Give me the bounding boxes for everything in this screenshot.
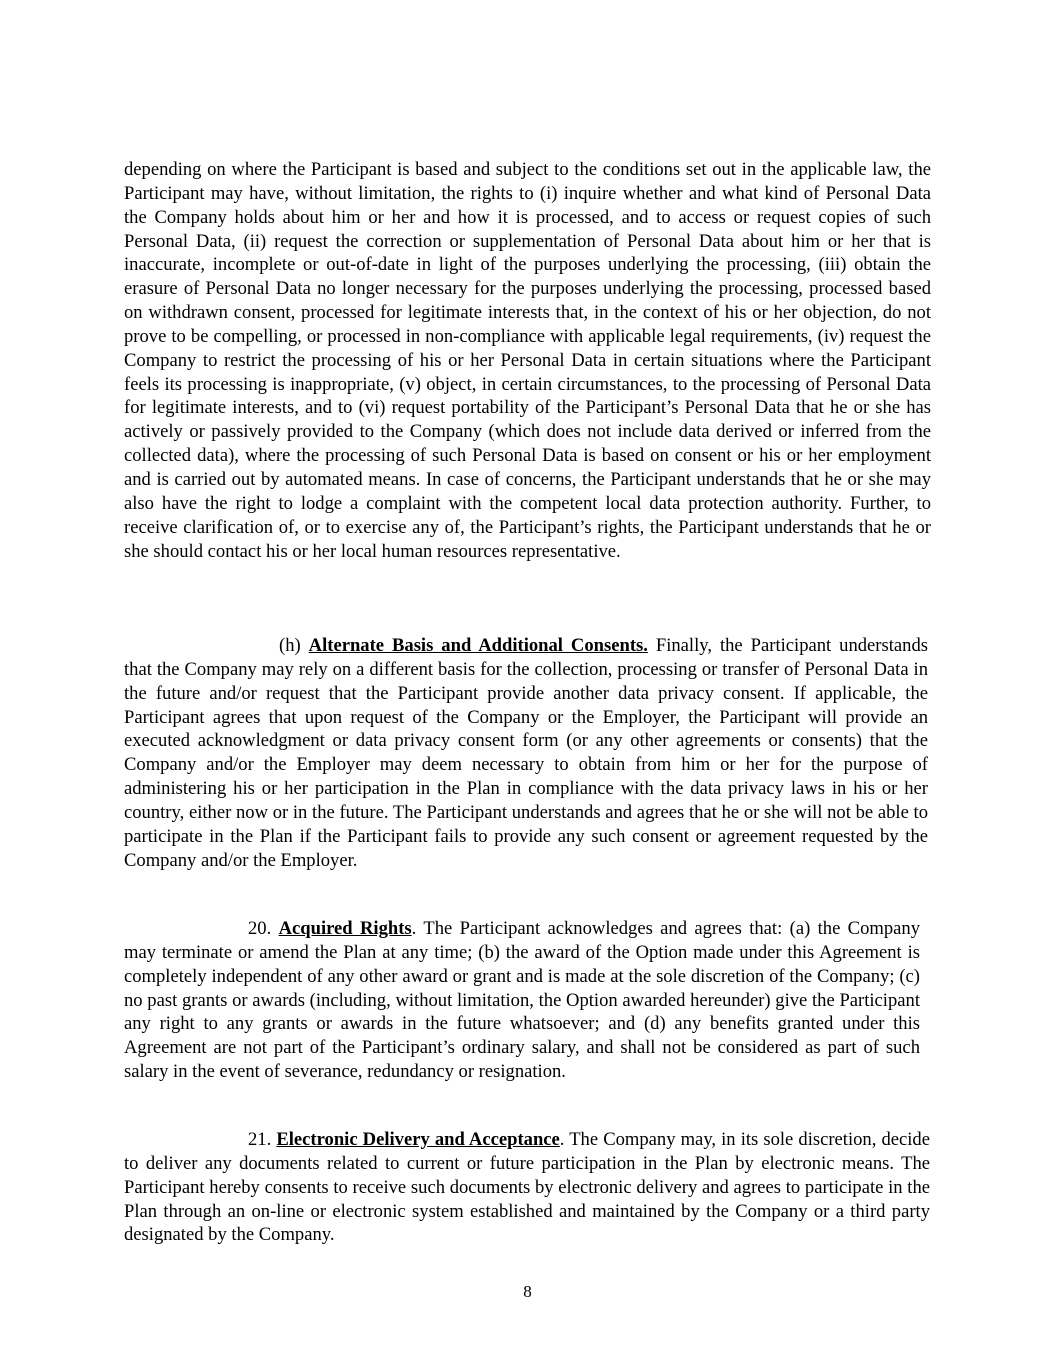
paragraph-text: depending on where the Participant is based and subject to the conditions set out in the applicable law, the Participant may have, without limitation, the rights to (i) inquire whether and what kind of Personal Data the Company holds about him or her and how it is processed, and to access or request copies of such Personal Data, (ii) request the correction or supplementation of Personal Data about him or her that is inaccurate, incomplete or out-of-date in light of the purposes underlying the processing, (iii) obtain the erasure of Personal Data no longer necessary for the purposes underlying the processing, processed based on withdrawn consent, processed for legitimate interests that, in the context of his or her objection, do not prove to be compelling, or processed in non-compliance with applicable legal requirements, (iv) request the Company to restrict the processing of his or her Personal Data in certain situations where the Participant feels its processing is inappropriate, (v) object, in certain circumstances, to the processing of Personal Data for legitimate interests, and to (vi) request portability of the Participant’s Personal Data that he or she has actively or passively provided to the Company (which does not include data derived or inferred from the collected data), where the processing of such Personal Data is based on consent or his or her employment and is carried out by automated means. In case of concerns, the Participant understands that he or she may also have the right to lodge a complaint with the competent local data protection authority. Further, to receive clarification of, or to exercise any of, the Participant’s rights, the Participant understands that he or she should contact his or her local human resources representative.	[124, 159, 931, 562]
section-heading: Alternate Basis and Additional Consents.	[308, 635, 648, 656]
section-heading: Electronic Delivery and Acceptance	[276, 1129, 560, 1150]
section-number: 20.	[248, 918, 272, 939]
section-number: (h)	[279, 635, 301, 656]
paragraph-text: . The Company may, in its sole discretion, decide to deliver any documents related to current or future participation in the Plan by electronic means. The Participant hereby consents to receive such documents by electronic delivery and agrees to participate in the Plan through an on-line or electronic system established and maintained by the Company or a third party designated by the Company.	[124, 1129, 930, 1246]
section-21-electronic-delivery	[124, 1128, 930, 1247]
section-heading: Acquired Rights	[278, 918, 412, 939]
section-h-alternate-basis	[124, 634, 928, 872]
paragraph-data-subject-rights	[124, 158, 931, 563]
page-number: 8	[523, 1282, 532, 1301]
paragraph-text: . The Participant acknowledges and agrees that: (a) the Company may terminate or amend the Plan at any time; (b) the award of the Option made under this Agreement is completely independent of any other award or grant and is made at the sole discretion of the Company; (c) no past grants or awards (including, without limitation, the Option awarded hereunder) give the Participant any right to any grants or awards in the future whatsoever; and (d) any benefits granted under this Agreement are not part of the Participant’s ordinary salary, and shall not be considered as part of such salary in the event of severance, redundancy or resignation.	[124, 918, 920, 1083]
section-number: 21.	[248, 1129, 272, 1150]
paragraph-text: Finally, the Participant understands that the Company may rely on a different basis for the collection, processing or transfer of Personal Data in the future and/or request that the Participant provide another data privacy consent. If applicable, the Participant agrees that upon request of the Company or the Employer, the Participant will provide an executed acknowledgment or data privacy consent form (or any other agreements or consents) that the Company and/or the Employer may deem necessary to obtain from him or her for the purpose of administering his or her participation in the Plan in compliance with the data privacy laws in his or her country, either now or in the future. The Participant understands and agrees that he or she will not be able to participate in the Plan if the Participant fails to provide any such consent or agreement requested by the Company and/or the Employer.	[124, 635, 928, 871]
section-20-acquired-rights	[124, 917, 920, 1084]
